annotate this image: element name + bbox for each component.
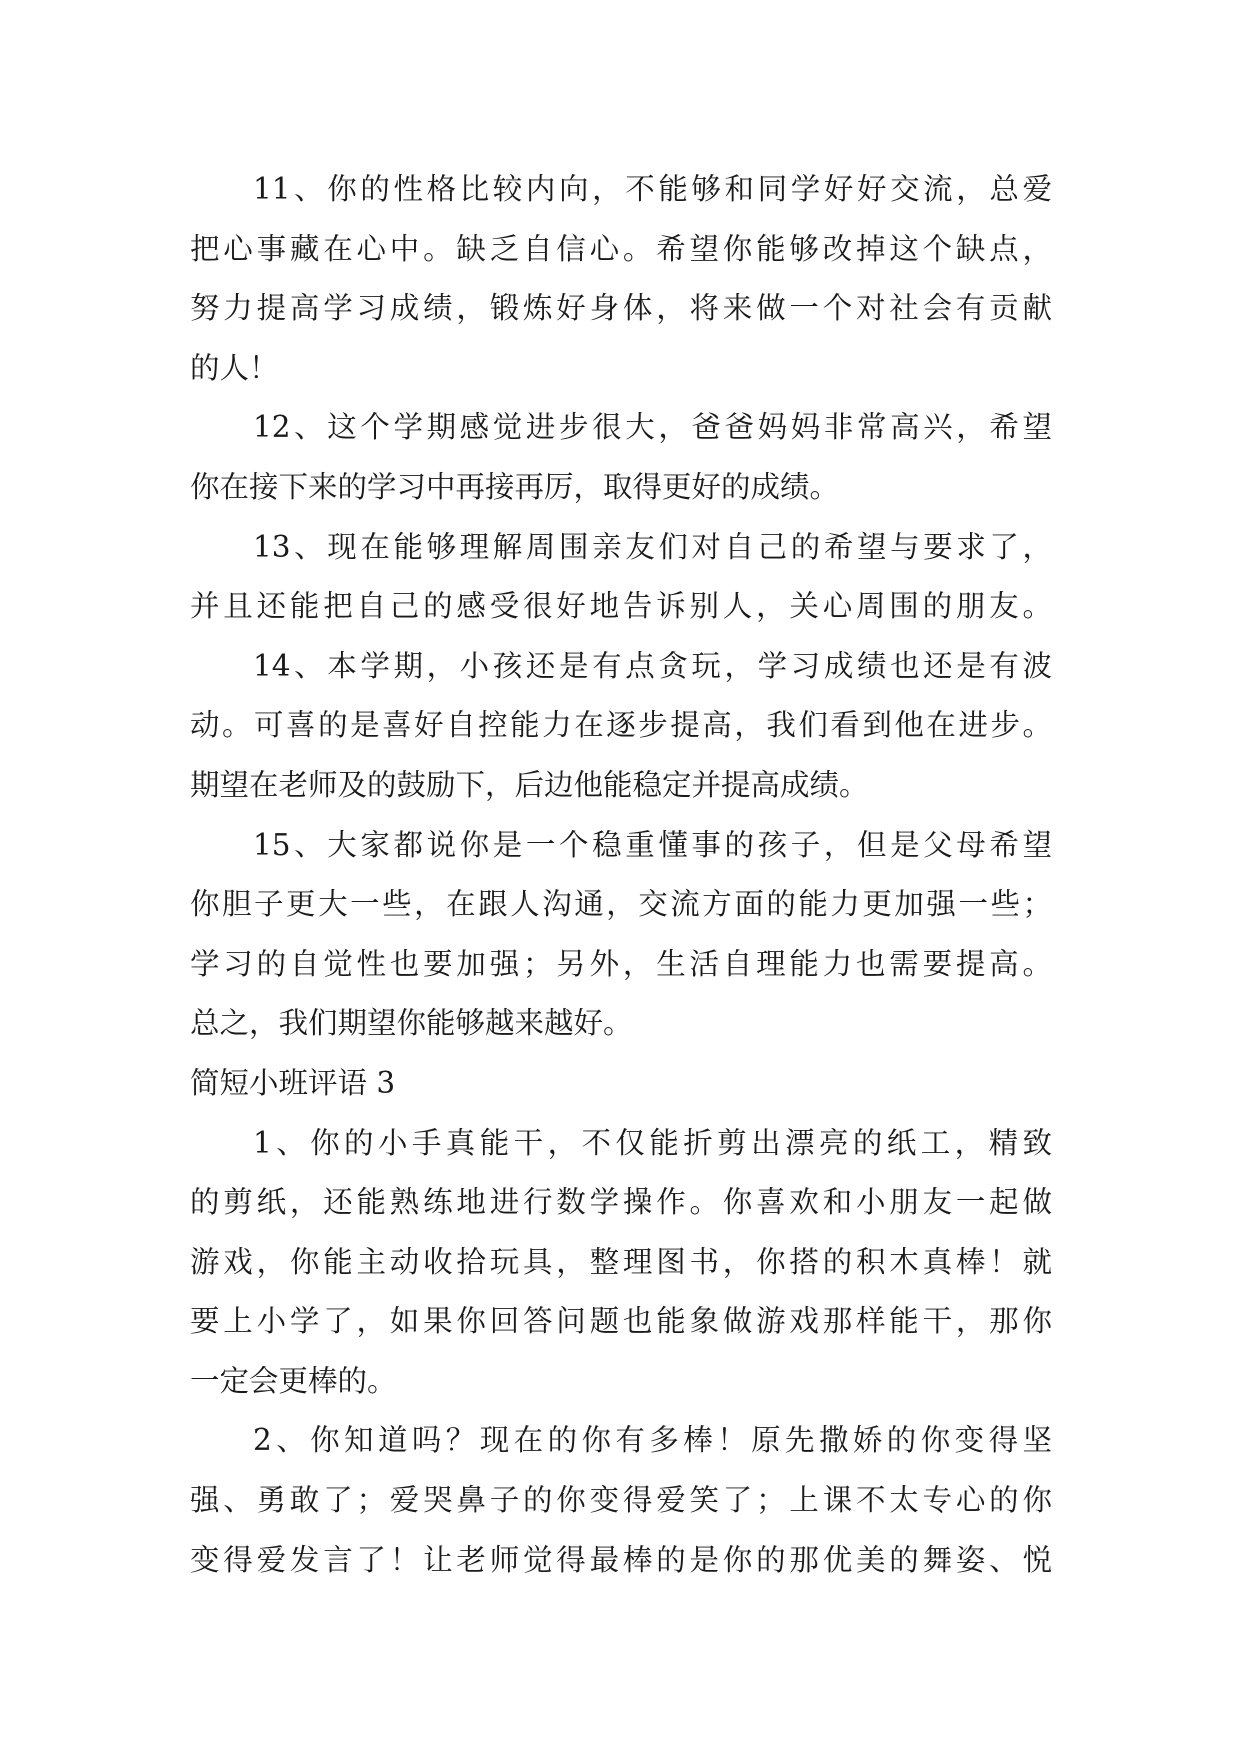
section3-paragraph-1-line-5: 一定会更棒的。 bbox=[190, 1363, 397, 1398]
section-heading: 简短小班评语 3 bbox=[190, 1065, 396, 1100]
section3-paragraph-2-line-2: 强、勇敢了；爱哭鼻子的你变得爱笑了；上课不太专心的你 bbox=[190, 1483, 1052, 1518]
paragraph-15-line-3: 学习的自觉性也要加强；另外，生活自理能力也需要提高。 bbox=[190, 946, 1052, 981]
paragraph-11-line-4: 的人！ bbox=[190, 350, 279, 385]
document-body bbox=[190, 160, 1052, 1590]
paragraph-13-line-1: 13、现在能够理解周围亲友们对自己的希望与要求了， bbox=[253, 529, 1052, 564]
paragraph-14-line-2: 动。可喜的是喜好自控能力在逐步提高，我们看到他在进步。 bbox=[190, 708, 1052, 743]
paragraph-15-line-1: 15、大家都说你是一个稳重懂事的孩子，但是父母希望 bbox=[253, 827, 1052, 862]
paragraph-11-line-1: 11、你的性格比较内向，不能够和同学好好交流，总爱 bbox=[253, 172, 1052, 206]
paragraph-15-line-2: 你胆子更大一些，在跟人沟通，交流方面的能力更加强一些； bbox=[190, 887, 1052, 922]
paragraph-13-line-2: 并且还能把自己的感受很好地告诉别人，关心周围的朋友。 bbox=[190, 589, 1052, 624]
paragraph-12-line-2: 你在接下来的学习中再接再厉，取得更好的成绩。 bbox=[190, 469, 840, 504]
paragraph-12-line-1: 12、这个学期感觉进步很大，爸爸妈妈非常高兴，希望 bbox=[253, 410, 1052, 445]
section3-paragraph-2-line-3: 变得爱发言了！让老师觉得最棒的是你的那优美的舞姿、悦 bbox=[190, 1542, 1052, 1577]
paragraph-15-line-4: 总之，我们期望你能够越来越好。 bbox=[190, 1006, 633, 1041]
section3-paragraph-1-line-3: 游戏，你能主动收拾玩具，整理图书，你搭的积木真棒！就 bbox=[190, 1244, 1052, 1279]
paragraph-11-line-3: 努力提高学习成绩，锻炼好身体，将来做一个对社会有贡献 bbox=[190, 291, 1052, 326]
paragraph-11-line-2: 把心事藏在心中。缺乏自信心。希望你能够改掉这个缺点， bbox=[190, 231, 1052, 266]
section3-paragraph-1-line-2: 的剪纸，还能熟练地进行数学操作。你喜欢和小朋友一起做 bbox=[190, 1185, 1052, 1220]
section3-paragraph-1-line-1: 1、你的小手真能干，不仅能折剪出漂亮的纸工，精致 bbox=[253, 1125, 1052, 1160]
section3-paragraph-2-line-1: 2、你知道吗？现在的你有多棒！原先撒娇的你变得坚 bbox=[253, 1423, 1052, 1458]
section3-paragraph-1-line-4: 要上小学了，如果你回答问题也能象做游戏那样能干，那你 bbox=[190, 1304, 1052, 1339]
paragraph-14-line-1: 14、本学期，小孩还是有点贪玩，学习成绩也还是有波 bbox=[253, 648, 1052, 683]
paragraph-14-line-3: 期望在老师及的鼓励下，后边他能稳定并提高成绩。 bbox=[190, 767, 869, 802]
